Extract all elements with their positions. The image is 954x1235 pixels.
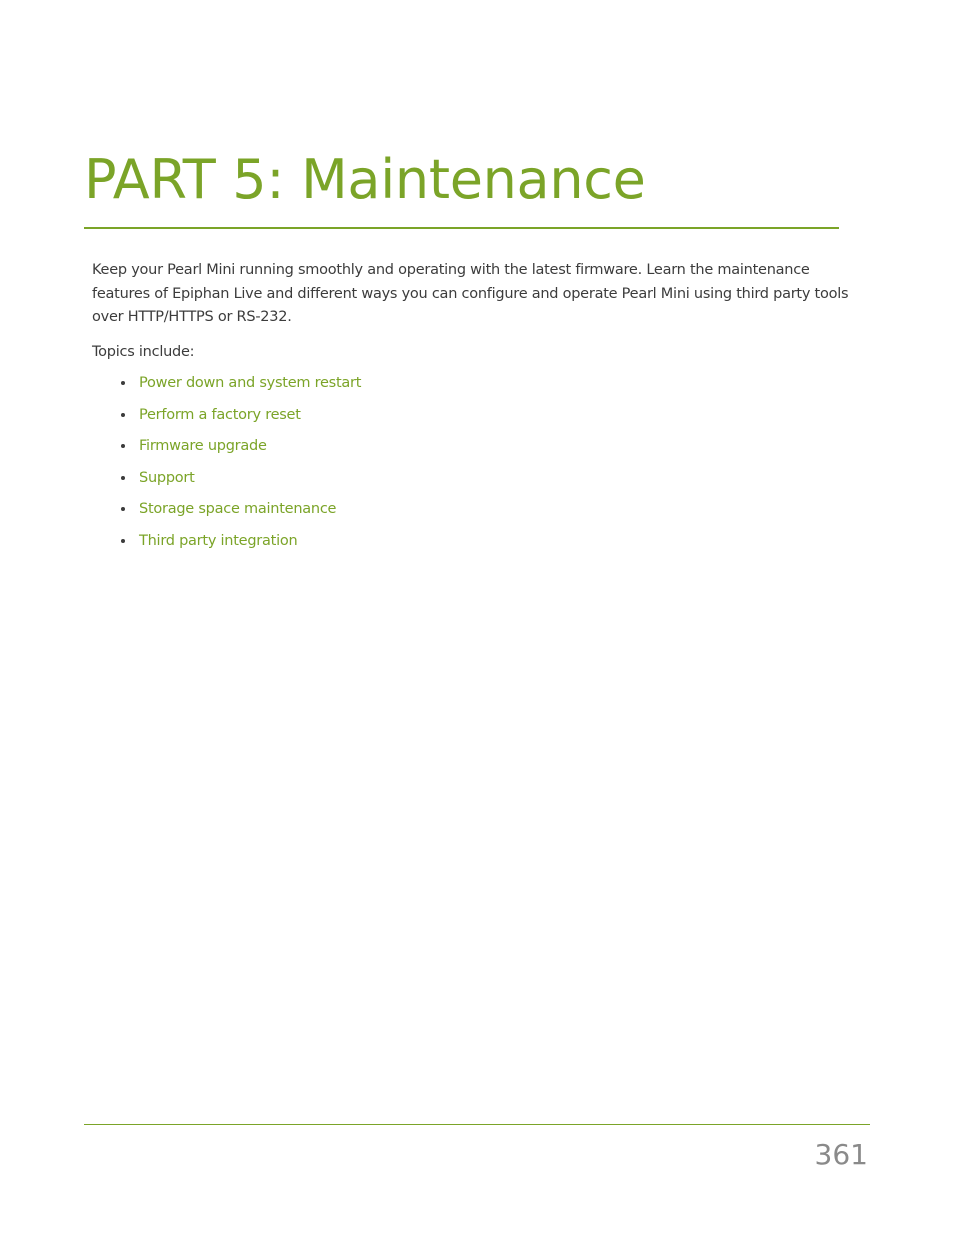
intro-paragraph: Keep your Pearl Mini running smoothly and operating with the latest firmware. Learn the maintenance features of Epiphan Live and different ways you can configure and operate Pearl Mini using third party tools over HTTP/HTTPS or RS-232. <box>92 262 849 325</box>
bullet-icon <box>121 413 125 417</box>
page-number: 361 <box>814 1138 868 1171</box>
footer-divider <box>84 1124 870 1125</box>
topic-link-firmware-upgrade[interactable]: Firmware upgrade <box>139 438 267 455</box>
page-title: PART 5: Maintenance <box>84 148 646 211</box>
bullet-icon <box>121 476 125 480</box>
bullet-icon <box>121 381 125 385</box>
topic-link-storage-maintenance[interactable]: Storage space maintenance <box>139 501 337 518</box>
topic-link-factory-reset[interactable]: Perform a factory reset <box>139 406 301 423</box>
topic-link-third-party-integration[interactable]: Third party integration <box>139 532 298 549</box>
topics-label: Topics include: <box>92 344 195 360</box>
topic-link-power-down[interactable]: Power down and system restart <box>139 375 362 391</box>
title-divider <box>84 227 839 229</box>
bullet-icon <box>121 539 125 543</box>
bullet-icon <box>121 444 125 448</box>
topic-link-support[interactable]: Support <box>139 469 195 486</box>
bullet-icon <box>121 507 125 511</box>
